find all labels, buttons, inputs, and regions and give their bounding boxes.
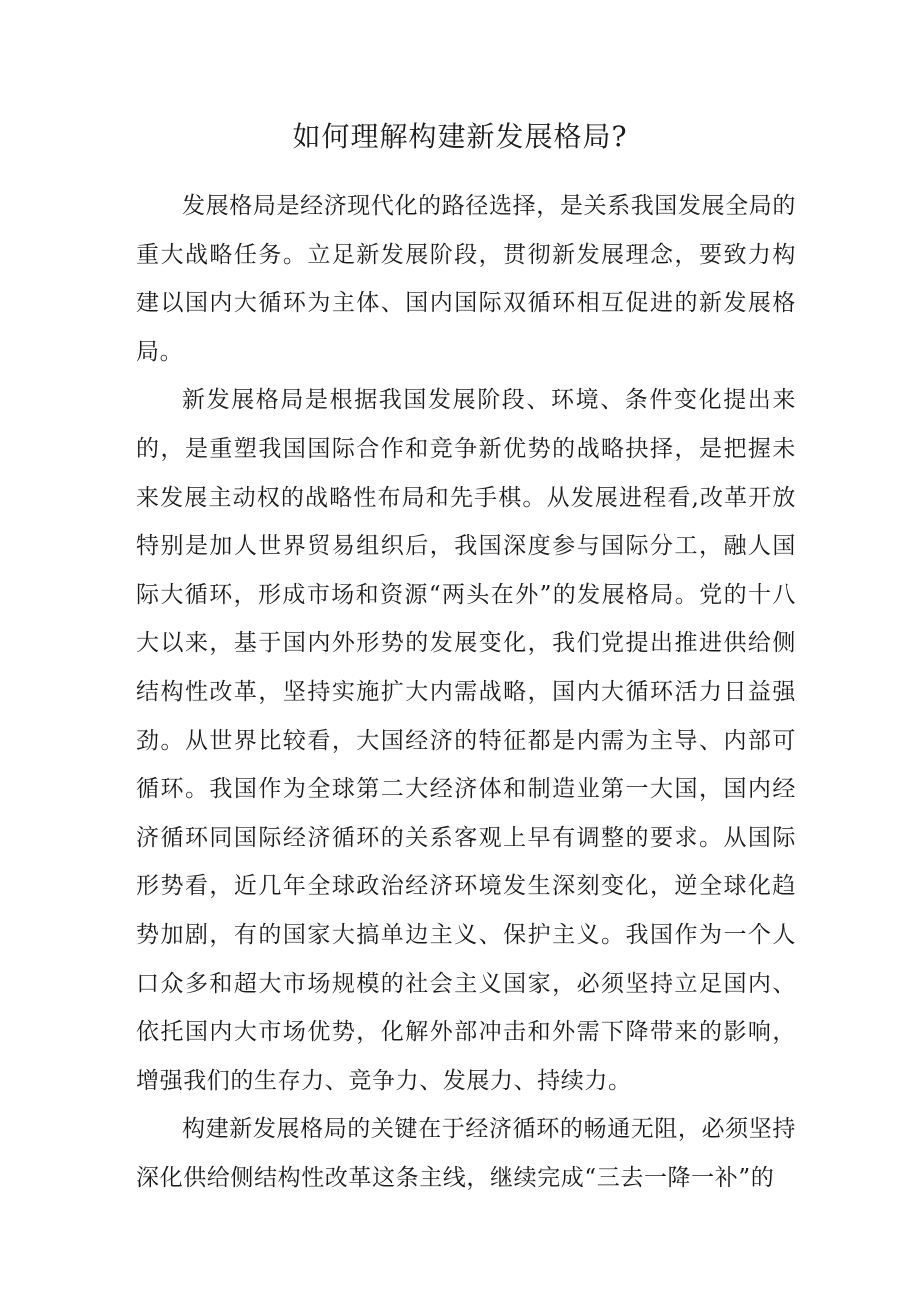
paragraph-3: 构建新发展格局的关键在于经济循环的畅通无阻，必须坚持深化供给侧结构性改革这条主线，继续完成“三去一降一补”的 xyxy=(136,1116,796,1191)
document-title: 如何理解构建新发展格局? xyxy=(292,120,628,153)
paragraph-1: 发展格局是经济现代化的路径选择，是关系我国发展全局的重大战略任务。立足新发展阶段，贯彻新发展理念，要致力构建以国内大循环为主体、国内国际双循环相互促进的新发展格局。 xyxy=(136,193,796,365)
document-body xyxy=(136,182,796,1202)
paragraph-2: 新发展格局是根据我国发展阶段、环境、条件变化提出来的，是重塑我国国际合作和竞争新优势的战略抉择，是把握未来发展主动权的战略性布局和先手棋。从发展进程看,改革开放特别是加人世界贸易组织后，我国深度参与国际分工，融人国际大循环，形成市场和资源“两头在外”的发展格局。党的十八大以来，基于国内外形势的发展变化，我们党提出推进供给侧结构性改革，坚持实施扩大内需战略，国内大循环活力日益强劲。从世界比较看，大国经济的特征都是内需为主导、内部可循环。我国作为全球第二大经济体和制造业第一大国，国内经济循环同国际经济循环的关系客观上早有调整的要求。从国际形势看，近几年全球政治经济环境发生深刻变化，逆全球化趋势加剧，有的国家大搞单边主义、保护主义。我国作为一个人口众多和超大市场规模的社会主义国家，必须坚持立足国内、依托国内大市场优势，化解外部冲击和外需下降带来的影响，增强我们的生存力、竞争力、发展力、持续力。 xyxy=(136,387,796,1094)
